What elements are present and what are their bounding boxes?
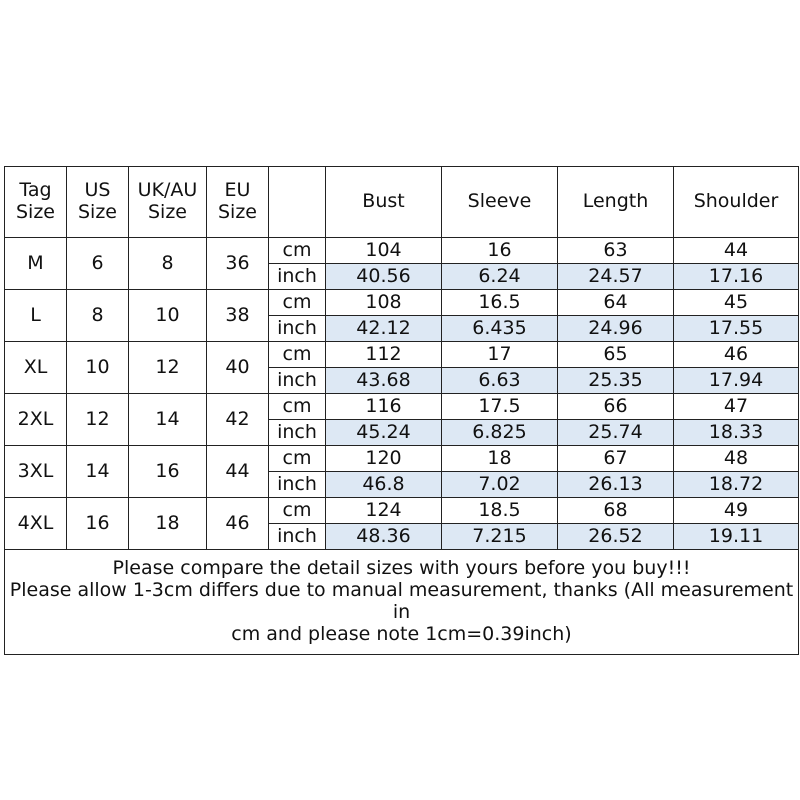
shoulder-cm-cell: 48 [674, 446, 799, 472]
bust-inch-cell: 42.12 [326, 316, 442, 342]
header-tag-size: Tag Size [5, 167, 67, 238]
bust-cm-cell: 120 [326, 446, 442, 472]
size-note [5, 550, 799, 655]
ukau-size-cell: 18 [129, 498, 207, 550]
size-row-cm [5, 238, 799, 264]
note-line2: Please allow 1-3cm differs due to manual measurement, thanks (All measurement in [9, 579, 794, 623]
shoulder-inch-cell: 18.72 [674, 472, 799, 498]
length-inch-cell: 25.74 [558, 420, 674, 446]
note-row [5, 550, 799, 655]
unit-label-cm: cm [269, 394, 326, 420]
header-eu-size: EU Size [207, 167, 269, 238]
eu-size-cell: 42 [207, 394, 269, 446]
eu-size-cell: 44 [207, 446, 269, 498]
sleeve-cm-cell: 16.5 [442, 290, 558, 316]
bust-inch-cell: 45.24 [326, 420, 442, 446]
header-length: Length [558, 167, 674, 238]
header-sleeve: Sleeve [442, 167, 558, 238]
sleeve-cm-cell: 18.5 [442, 498, 558, 524]
eu-size-cell: 46 [207, 498, 269, 550]
bust-inch-cell: 46.8 [326, 472, 442, 498]
unit-label-cm: cm [269, 342, 326, 368]
unit-label-inch: inch [269, 472, 326, 498]
unit-label-cm: cm [269, 238, 326, 264]
ukau-size-cell: 14 [129, 394, 207, 446]
ukau-size-cell: 16 [129, 446, 207, 498]
sleeve-inch-cell: 7.215 [442, 524, 558, 550]
length-cm-cell: 65 [558, 342, 674, 368]
sleeve-cm-cell: 17 [442, 342, 558, 368]
length-cm-cell: 63 [558, 238, 674, 264]
bust-inch-cell: 40.56 [326, 264, 442, 290]
tag-size-cell: M [5, 238, 67, 290]
unit-label-inch: inch [269, 420, 326, 446]
length-cm-cell: 68 [558, 498, 674, 524]
sleeve-cm-cell: 17.5 [442, 394, 558, 420]
bust-cm-cell: 104 [326, 238, 442, 264]
tag-size-cell: 3XL [5, 446, 67, 498]
size-row-cm [5, 342, 799, 368]
ukau-size-cell: 12 [129, 342, 207, 394]
length-cm-cell: 66 [558, 394, 674, 420]
shoulder-cm-cell: 46 [674, 342, 799, 368]
eu-size-cell: 36 [207, 238, 269, 290]
us-size-cell: 14 [67, 446, 129, 498]
length-inch-cell: 24.57 [558, 264, 674, 290]
sleeve-inch-cell: 6.435 [442, 316, 558, 342]
shoulder-cm-cell: 49 [674, 498, 799, 524]
size-row-cm [5, 394, 799, 420]
header-us-size: US Size [67, 167, 129, 238]
size-row-cm [5, 498, 799, 524]
shoulder-inch-cell: 18.33 [674, 420, 799, 446]
size-table [4, 166, 799, 655]
unit-label-inch: inch [269, 524, 326, 550]
ukau-size-cell: 8 [129, 238, 207, 290]
us-size-cell: 16 [67, 498, 129, 550]
note-line3: cm and please note 1cm=0.39inch) [231, 622, 572, 645]
shoulder-cm-cell: 47 [674, 394, 799, 420]
bust-inch-cell: 48.36 [326, 524, 442, 550]
ukau-size-cell: 10 [129, 290, 207, 342]
sleeve-inch-cell: 7.02 [442, 472, 558, 498]
sleeve-cm-cell: 18 [442, 446, 558, 472]
length-cm-cell: 67 [558, 446, 674, 472]
unit-label-inch: inch [269, 316, 326, 342]
shoulder-inch-cell: 17.16 [674, 264, 799, 290]
us-size-cell: 10 [67, 342, 129, 394]
tag-size-cell: XL [5, 342, 67, 394]
unit-label-inch: inch [269, 368, 326, 394]
length-inch-cell: 25.35 [558, 368, 674, 394]
unit-label-cm: cm [269, 498, 326, 524]
size-row-cm [5, 290, 799, 316]
us-size-cell: 12 [67, 394, 129, 446]
sleeve-cm-cell: 16 [442, 238, 558, 264]
header-unit [269, 167, 326, 238]
unit-label-cm: cm [269, 290, 326, 316]
tag-size-cell: 2XL [5, 394, 67, 446]
sleeve-inch-cell: 6.63 [442, 368, 558, 394]
eu-size-cell: 40 [207, 342, 269, 394]
length-inch-cell: 24.96 [558, 316, 674, 342]
size-row-cm [5, 446, 799, 472]
length-inch-cell: 26.13 [558, 472, 674, 498]
bust-cm-cell: 108 [326, 290, 442, 316]
unit-label-inch: inch [269, 264, 326, 290]
bust-inch-cell: 43.68 [326, 368, 442, 394]
shoulder-inch-cell: 19.11 [674, 524, 799, 550]
bust-cm-cell: 112 [326, 342, 442, 368]
us-size-cell: 8 [67, 290, 129, 342]
header-row [5, 167, 799, 238]
shoulder-cm-cell: 45 [674, 290, 799, 316]
bust-cm-cell: 124 [326, 498, 442, 524]
shoulder-inch-cell: 17.94 [674, 368, 799, 394]
sleeve-inch-cell: 6.24 [442, 264, 558, 290]
header-ukau-size: UK/AU Size [129, 167, 207, 238]
header-bust: Bust [326, 167, 442, 238]
tag-size-cell: L [5, 290, 67, 342]
note-line1: Please compare the detail sizes with yours before you buy!!! [112, 557, 691, 580]
bust-cm-cell: 116 [326, 394, 442, 420]
length-inch-cell: 26.52 [558, 524, 674, 550]
size-chart [4, 166, 798, 655]
tag-size-cell: 4XL [5, 498, 67, 550]
eu-size-cell: 38 [207, 290, 269, 342]
sleeve-inch-cell: 6.825 [442, 420, 558, 446]
length-cm-cell: 64 [558, 290, 674, 316]
shoulder-cm-cell: 44 [674, 238, 799, 264]
us-size-cell: 6 [67, 238, 129, 290]
shoulder-inch-cell: 17.55 [674, 316, 799, 342]
unit-label-cm: cm [269, 446, 326, 472]
header-shoulder: Shoulder [674, 167, 799, 238]
